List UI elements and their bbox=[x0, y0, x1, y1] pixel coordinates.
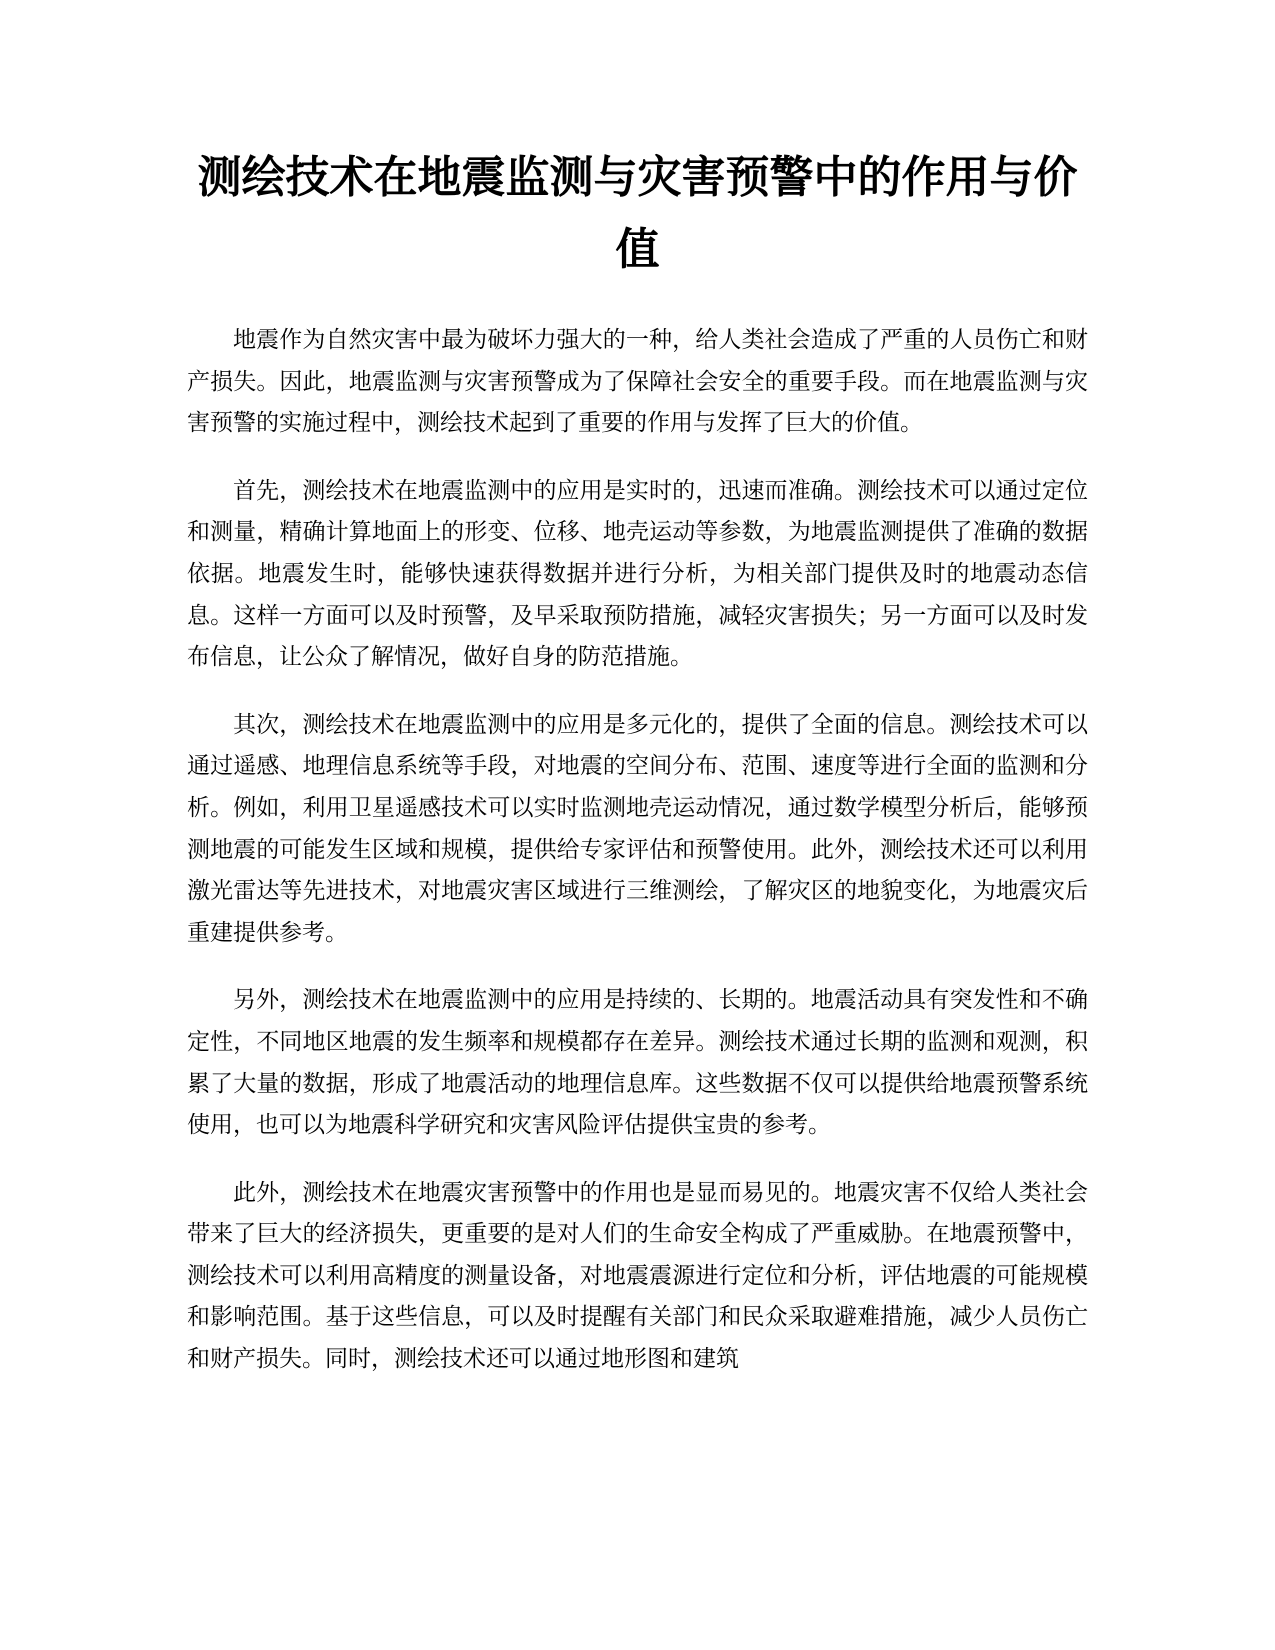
paragraph-second: 其次，测绘技术在地震监测中的应用是多元化的，提供了全面的信息。测绘技术可以通过遥感、地理信息系统等手段，对地震的空间分布、范围、速度等进行全面的监测和分析。例如，利用卫星遥感技术可以实时监测地壳运动情况，通过数学模型分析后，能够预测地震的可能发生区域和规模，提供给专家评估和预警使用。此外，测绘技术还可以利用激光雷达等先进技术，对地震灾害区域进行三维测绘，了解灾区的地貌变化，为地震灾后重建提供参考。 bbox=[187, 711, 1088, 946]
paragraph-fourth: 此外，测绘技术在地震灾害预警中的作用也是显而易见的。地震灾害不仅给人类社会带来了巨大的经济损失，更重要的是对人们的生命安全构成了严重威胁。在地震预警中，测绘技术可以利用高精度的测量设备，对地震震源进行定位和分析，评估地震的可能规模和影响范围。基于这些信息，可以及时提醒有关部门和民众采取避难措施，减少人员伤亡和财产损失。同时，测绘技术还可以通过地形图和建筑 bbox=[187, 1179, 1088, 1373]
document-body bbox=[187, 320, 1088, 1407]
paragraph-third: 另外，测绘技术在地震监测中的应用是持续的、长期的。地震活动具有突发性和不确定性，不同地区地震的发生频率和规模都存在差异。测绘技术通过长期的监测和观测，积累了大量的数据，形成了地震活动的地理信息库。这些数据不仅可以提供给地震预警系统使用，也可以为地震科学研究和灾害风险评估提供宝贵的参考。 bbox=[187, 987, 1088, 1139]
paragraph-intro: 地震作为自然灾害中最为破坏力强大的一种，给人类社会造成了严重的人员伤亡和财产损失。因此，地震监测与灾害预警成为了保障社会安全的重要手段。而在地震监测与灾害预警的实施过程中，测绘技术起到了重要的作用与发挥了巨大的价值。 bbox=[187, 327, 1088, 437]
paragraph-first: 首先，测绘技术在地震监测中的应用是实时的，迅速而准确。测绘技术可以通过定位和测量，精确计算地面上的形变、位移、地壳运动等参数，为地震监测提供了准确的数据依据。地震发生时，能够快速获得数据并进行分析，为相关部门提供及时的地震动态信息。这样一方面可以及时预警，及早采取预防措施，减轻灾害损失；另一方面可以及时发布信息，让公众了解情况，做好自身的防范措施。 bbox=[187, 477, 1088, 671]
document-title: 测绘技术在地震监测与灾害预警中的作用与价值 bbox=[197, 152, 1078, 275]
